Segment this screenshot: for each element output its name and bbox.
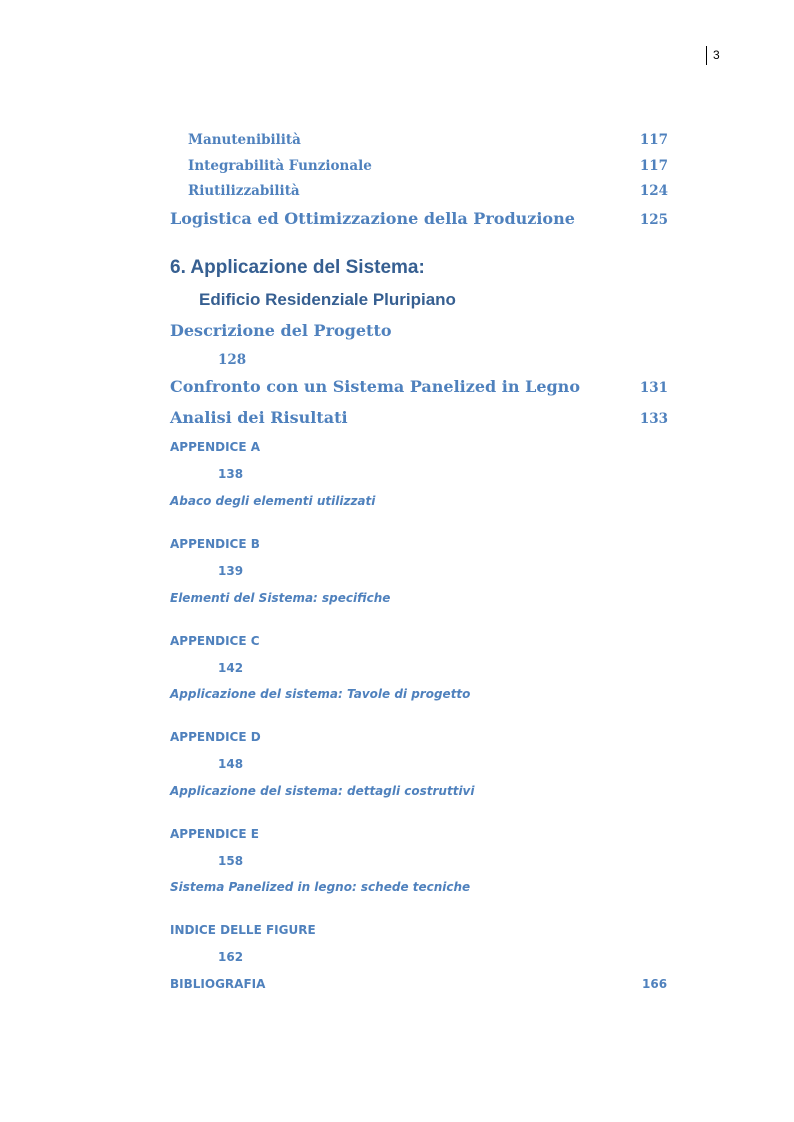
toc-page-logistica: 125	[639, 212, 668, 228]
toc-page-appendice-e: 158	[218, 854, 244, 868]
toc-entry-analisi[interactable]: Analisi dei Risultati	[170, 408, 348, 427]
toc-subtitle-appendice-c: Applicazione del sistema: Tavole di progetto	[170, 687, 471, 701]
toc-subtitle-appendice-b: Elementi del Sistema: specifiche	[170, 591, 391, 605]
toc-page-bibliografia: 166	[642, 977, 668, 991]
toc-subtitle-appendice-a: Abaco degli elementi utilizzati	[170, 494, 376, 508]
toc-page-descrizione: 128	[218, 352, 247, 368]
toc-entry-indice-figure[interactable]: INDICE DELLE FIGURE	[170, 923, 316, 937]
toc-entry-confronto[interactable]: Confronto con un Sistema Panelized in Legno	[170, 377, 580, 396]
toc-entry-bibliografia[interactable]: BIBLIOGRAFIA	[170, 977, 266, 991]
toc-page-appendice-d: 148	[218, 757, 244, 771]
toc-entry-appendice-a[interactable]: APPENDICE A	[170, 440, 261, 454]
toc-entry-riutilizzabilita[interactable]: Riutilizzabilità	[188, 183, 300, 199]
toc-entry-appendice-c[interactable]: APPENDICE C	[170, 634, 260, 648]
chapter-heading-line1[interactable]: 6. Applicazione del Sistema:	[170, 257, 425, 278]
toc-entry-appendice-e[interactable]: APPENDICE E	[170, 827, 259, 841]
toc-entry-integrabilita[interactable]: Integrabilità Funzionale	[188, 158, 372, 174]
toc-subtitle-appendice-e: Sistema Panelized in legno: schede tecniche	[170, 880, 471, 894]
toc-page-analisi: 133	[639, 411, 668, 427]
page-number: 3	[713, 48, 720, 62]
toc-page-appendice-a: 138	[218, 467, 244, 481]
toc-page-indice-figure: 162	[218, 950, 244, 964]
toc-page-manutenibilita: 117	[639, 132, 668, 148]
toc-page-appendice-c: 142	[218, 661, 244, 675]
toc-entry-descrizione[interactable]: Descrizione del Progetto	[170, 321, 392, 340]
chapter-heading-line2[interactable]: Edificio Residenziale Pluripiano	[199, 290, 456, 309]
toc-subtitle-appendice-d: Applicazione del sistema: dettagli costruttivi	[170, 784, 475, 798]
toc-entry-manutenibilita[interactable]: Manutenibilità	[188, 132, 301, 148]
toc-page-integrabilita: 117	[639, 158, 668, 174]
toc-entry-logistica[interactable]: Logistica ed Ottimizzazione della Produzione	[170, 209, 575, 228]
toc-entry-appendice-b[interactable]: APPENDICE B	[170, 537, 260, 551]
toc-page-confronto: 131	[639, 380, 668, 396]
toc-entry-appendice-d[interactable]: APPENDICE D	[170, 730, 261, 744]
toc-page-appendice-b: 139	[218, 564, 244, 578]
page-number-divider	[706, 46, 707, 65]
toc-page-riutilizzabilita: 124	[639, 183, 668, 199]
